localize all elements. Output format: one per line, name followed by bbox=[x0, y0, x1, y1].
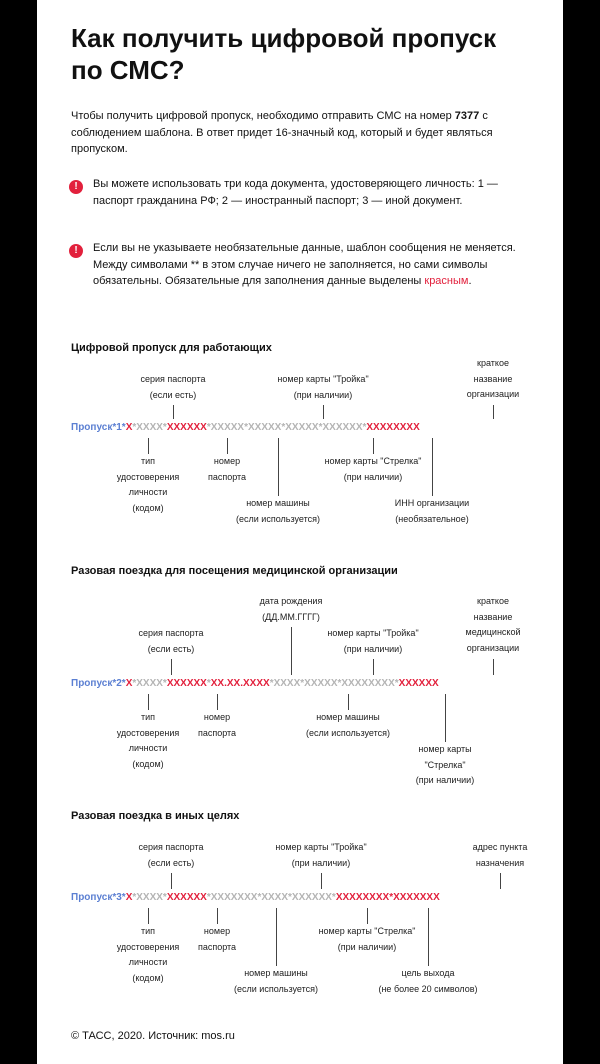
code-segment: X bbox=[125, 892, 133, 903]
code-segment: Пропуск bbox=[71, 678, 113, 689]
connector bbox=[373, 659, 374, 675]
connector bbox=[148, 908, 149, 924]
label-strelka: номер карты "Стрелка" (при наличии) bbox=[318, 926, 416, 952]
label-troika: номер карты "Тройка" (при наличии) bbox=[277, 374, 369, 400]
label-car-number: номер машины (если используется) bbox=[306, 712, 390, 738]
code-segment: *XXXXXXX*XXXX*XXXXXX* bbox=[206, 892, 336, 903]
code-segment: * bbox=[206, 678, 211, 689]
code-segment: XXXXXX bbox=[166, 422, 207, 433]
note-end: . bbox=[468, 275, 472, 287]
code-segment: Пропуск bbox=[71, 422, 113, 433]
label-passport-series: серия паспорта (если есть) bbox=[138, 628, 204, 654]
connector bbox=[227, 438, 228, 454]
label-car-number: номер машины (если используется) bbox=[234, 968, 318, 994]
code-segment: *2* bbox=[112, 678, 126, 689]
label-strelka: номер карты "Стрелка" (при наличии) bbox=[324, 456, 422, 482]
intro-before: Чтобы получить цифровой пропуск, необходимо отправить СМС на номер bbox=[71, 110, 455, 122]
connector bbox=[432, 438, 433, 496]
label-passport-series: серия паспорта (если есть) bbox=[140, 374, 206, 400]
note-red-word: красным bbox=[424, 275, 469, 287]
code-segment: *3* bbox=[112, 892, 126, 903]
label-birth-date: дата рождения (ДД.ММ.ГГГГ) bbox=[259, 596, 323, 622]
label-car-number: номер машины (если используется) bbox=[236, 498, 320, 524]
section-title-workers: Цифровой пропуск для работающих bbox=[71, 342, 272, 354]
connector bbox=[493, 405, 494, 419]
code-segment: X bbox=[125, 678, 133, 689]
code-segment: *1* bbox=[112, 422, 126, 433]
warning-icon: ! bbox=[69, 180, 83, 194]
note-document-codes: Вы можете использовать три кода документа, удостоверяющего личность: 1 — паспорт гражданина РФ; 2 — иностранный паспорт; 3 — иной документ. bbox=[93, 178, 498, 207]
connector bbox=[148, 694, 149, 710]
connector bbox=[348, 694, 349, 710]
code-segment: XX.XX.XXXX bbox=[210, 678, 270, 689]
sms-code-template bbox=[71, 422, 420, 433]
label-med-org: краткое название медицинской организации bbox=[465, 596, 521, 653]
note-optional-text: Если вы не указываете необязательные данные, шаблон сообщения не меняется. Между символами ** в этом случае ничего не заполняется, но сами символы обязательны. Обязательные для заполнения данные выделены bbox=[93, 242, 516, 287]
code-segment: *XXXX* bbox=[132, 892, 167, 903]
section-title-medical: Разовая поездка для посещения медицинской организации bbox=[71, 565, 398, 577]
sms-number: 7377 bbox=[454, 110, 480, 122]
code-segment: XXXXXXXX*XXXXXXX bbox=[335, 892, 440, 903]
label-destination: адрес пункта назначения bbox=[472, 842, 528, 868]
code-segment: *XXXX*XXXXX*XXXXXXXX* bbox=[269, 678, 399, 689]
code-segment: *XXXX* bbox=[132, 678, 167, 689]
intro-text bbox=[71, 108, 531, 158]
intro-after: с соблюдением шаблона. В ответ придет 16-значный код, который и будет являться пропуском. bbox=[71, 110, 493, 155]
infographic-card bbox=[37, 0, 563, 1064]
connector bbox=[323, 405, 324, 419]
connector bbox=[171, 659, 172, 675]
connector bbox=[291, 627, 292, 675]
note-optional-data bbox=[93, 240, 533, 290]
footer-credit: © ТАСС, 2020. Источник: mos.ru bbox=[71, 1030, 235, 1042]
code-segment: Пропуск bbox=[71, 892, 113, 903]
page-title: Как получить цифровой пропуск по СМС? bbox=[71, 23, 497, 85]
label-exit-purpose: цель выхода (не более 20 символов) bbox=[378, 968, 478, 994]
label-inn: ИНН организации (необязательное) bbox=[394, 498, 470, 524]
connector bbox=[278, 438, 279, 496]
connector bbox=[321, 873, 322, 889]
warning-icon: ! bbox=[69, 244, 83, 258]
label-id-type: тип удостоверения личности (кодом) bbox=[116, 926, 180, 983]
code-segment: *XXXXX*XXXXX*XXXXX*XXXXXX* bbox=[206, 422, 367, 433]
code-segment: XXXXXXXX bbox=[366, 422, 420, 433]
label-troika: номер карты "Тройка" (при наличии) bbox=[275, 842, 367, 868]
label-passport-number: номер паспорта bbox=[197, 926, 237, 952]
label-passport-series: серия паспорта (если есть) bbox=[138, 842, 204, 868]
label-id-type: тип удостоверения личности (кодом) bbox=[116, 456, 180, 513]
connector bbox=[428, 908, 429, 966]
code-segment: X bbox=[125, 422, 133, 433]
label-strelka: номер карты "Стрелка" (при наличии) bbox=[415, 744, 475, 785]
code-segment: XXXXXX bbox=[398, 678, 439, 689]
connector bbox=[493, 659, 494, 675]
sms-code-template bbox=[71, 892, 440, 903]
connector bbox=[217, 908, 218, 924]
connector bbox=[171, 873, 172, 889]
code-segment: XXXXXX bbox=[166, 678, 207, 689]
label-troika: номер карты "Тройка" (при наличии) bbox=[327, 628, 419, 654]
connector bbox=[276, 908, 277, 966]
connector bbox=[500, 873, 501, 889]
connector bbox=[173, 405, 174, 419]
section-title-other: Разовая поездка в иных целях bbox=[71, 810, 240, 822]
connector bbox=[217, 694, 218, 710]
label-passport-number: номер паспорта bbox=[197, 712, 237, 738]
code-segment: *XXXX* bbox=[132, 422, 167, 433]
code-segment: XXXXXX bbox=[166, 892, 207, 903]
label-org-name: краткое название организации bbox=[466, 358, 520, 399]
sms-code-template bbox=[71, 678, 439, 689]
label-passport-number: номер паспорта bbox=[207, 456, 247, 482]
label-id-type: тип удостоверения личности (кодом) bbox=[116, 712, 180, 769]
connector bbox=[367, 908, 368, 924]
connector bbox=[445, 694, 446, 742]
connector bbox=[148, 438, 149, 454]
connector bbox=[373, 438, 374, 454]
